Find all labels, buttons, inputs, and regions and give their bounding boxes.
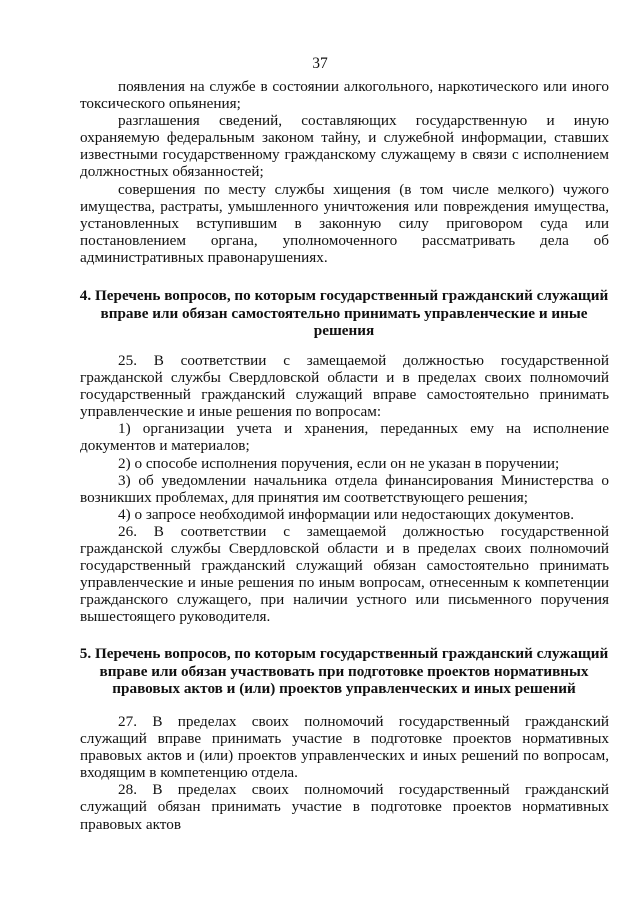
continuation-block [80,78,609,266]
list-item: совершения по месту службы хищения (в том числе мелкого) чужого имущества, растраты, умышленного уничтожения или повреждения имущества, установленных вступившим в законную силу приговором суда или постановлением органа, уполномоченного рассматривать дела об административных правонарушениях. [80,180,609,266]
section-4-heading: 4. Перечень вопросов, по которым государственный гражданский служащий вправе или обязан самостоятельно принимать управленческие и иные решения [79,287,609,340]
section-4-body [80,352,609,626]
paragraph-26: 26. В соответствии с замещаемой должностью государственной гражданской службы Свердловской области и в пределах своих полномочий государственный гражданский служащий обязан самостоятельно принимать управленческие и иные решения по иным вопросам, отнесенным к компетенции гражданского служащего, при наличии устного или письменного поручения вышестоящего руководителя. [80,522,609,626]
page-number: 37 [312,55,328,72]
list-item: разглашения сведений, составляющих государственную и иную охраняемую федеральным законом тайну, и служебной информации, ставших известными государственному гражданскому служащему в связи с исполнением должностных обязанностей; [80,112,609,181]
list-item: 3) об уведомлении начальника отдела финансирования Министерства о возникших проблемах, для принятия им соответствующего решения; [80,471,609,506]
section-5-body [80,713,609,833]
paragraph-28: 28. В пределах своих полномочий государственный гражданский служащий обязан принимать участие в подготовке проектов нормативных правовых актов [80,781,609,833]
list-item: 4) о запросе необходимой информации или недостающих документов. [118,505,575,523]
paragraph-27: 27. В пределах своих полномочий государственный гражданский служащий вправе принимать участие в подготовке проектов нормативных правовых актов и (или) проектов управленческих и иных решений по вопросам, входящим в компетенцию отдела. [80,713,609,782]
list-item: 1) организации учета и хранения, переданных ему на исполнение документов и материалов; [80,420,609,455]
list-item: появления на службе в состоянии алкогольного, наркотического или иного токсического опьянения; [80,78,609,113]
section-5-heading: 5. Перечень вопросов, по которым государственный гражданский служащий вправе или обязан участвовать при подготовке проектов нормативных правовых актов и (или) проектов управленческих и иных решений [79,645,609,698]
paragraph-25: 25. В соответствии с замещаемой должностью государственной гражданской службы Свердловской области и в пределах своих полномочий государственный гражданский служащий вправе самостоятельно принимать управленческие и иные решения по вопросам: [80,352,609,421]
list-item: 2) о способе исполнения поручения, если он не указан в поручении; [118,454,560,472]
